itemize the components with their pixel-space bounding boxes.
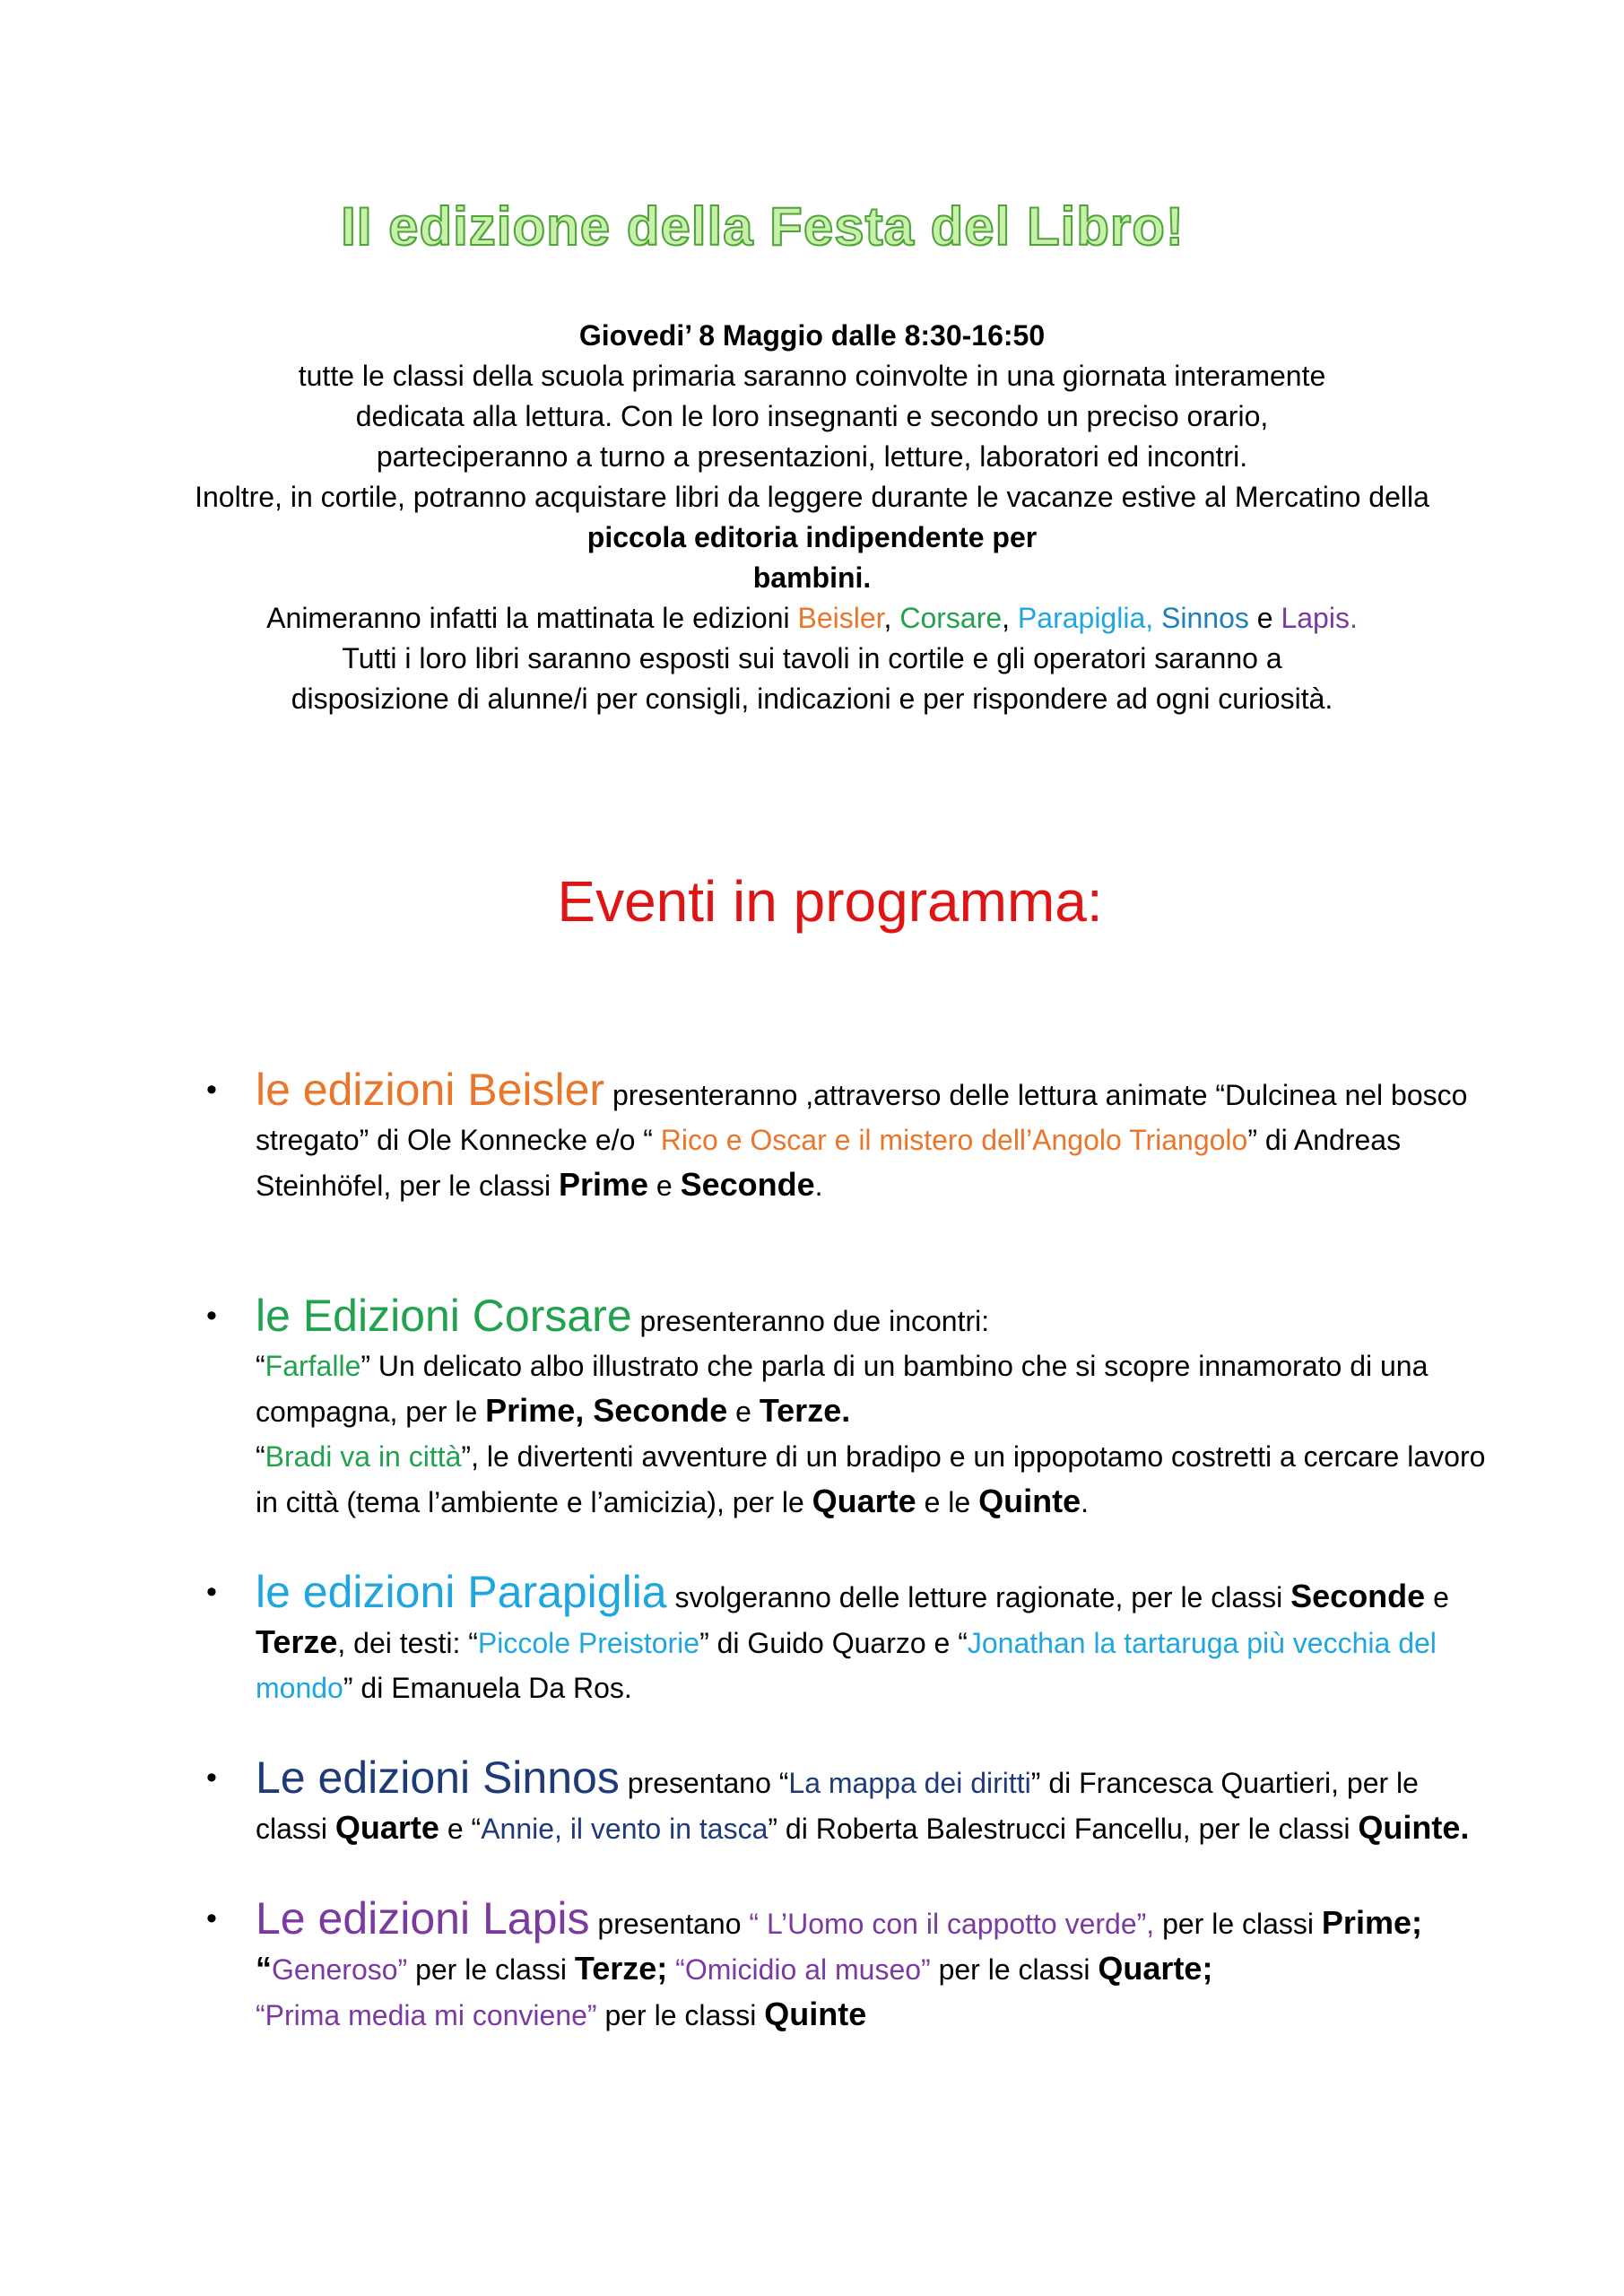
separator: , [1002,602,1018,634]
event-text: e [727,1396,760,1428]
event-sinnos [202,1752,1493,1851]
separator: e [1248,602,1281,634]
event-beisler [202,1067,1493,1208]
event-text: “ [256,1440,265,1473]
class-label: Quinte [764,1996,867,2032]
intro-line: Tutti i loro libri saranno esposti sui tavoli in cortile e gli operatori saranno a [342,642,1282,674]
event-text: e “ [439,1813,482,1845]
class-label: Prime; “ [256,1904,1422,1987]
event-text: e [648,1170,681,1202]
bullet-icon: • [206,1073,217,1107]
event-text: ” di Francesca Quartieri, per le classi [256,1767,1419,1845]
publisher-name: le edizioni Parapiglia [256,1567,667,1617]
intro-line: Inoltre, in cortile, potranno acquistare libri da leggere durante le vacanze estive al Mercatino della [195,481,1429,513]
book-title: “ L’Uomo con il cappotto verde”, [749,1908,1155,1940]
event-text: per le classi [930,1953,1099,1986]
event-text: e le [916,1486,979,1518]
book-title: Generoso” [272,1953,408,1986]
class-label: Prime [558,1166,649,1203]
event-text: svolgeranno delle letture ragionate, per le classi [666,1581,1291,1613]
publisher-corsare: Corsare [899,602,1003,634]
event-text: , dei testi: “ [337,1627,478,1659]
publisher-name: le Edizioni Corsare [256,1291,632,1341]
event-text: ” di Emanuela Da Ros. [343,1672,632,1704]
event-corsare [202,1293,1493,1525]
publisher-sinnos: Sinnos [1161,602,1249,634]
event-text: . [1081,1486,1089,1518]
event-text: presentano [589,1908,750,1940]
event-text: per le classi [407,1953,575,1986]
page-title: II edizione della Festa del Libro! [341,196,1185,257]
publisher-parapiglia: Parapiglia, [1017,602,1162,634]
event-text: ”, le divertenti avventure di un bradipo e un ippopotamo costretti a cercare lavoro in città (tema l’ambiente e l’amicizia), per le [256,1440,1486,1518]
event-parapiglia [202,1567,1493,1710]
class-label: Quinte [978,1483,1081,1519]
bullet-icon: • [206,1761,217,1795]
event-text: per le classi [1154,1908,1322,1940]
class-label: Quarte; [1098,1950,1213,1987]
class-label: Seconde [1290,1578,1426,1614]
bullet-icon: • [206,1299,217,1333]
class-label: Quarte [812,1483,916,1519]
book-title: Annie, il vento in tasca [481,1813,769,1845]
intro-line: dedicata alla lettura. Con le loro insegnanti e secondo un preciso orario, [355,400,1269,432]
events-list [202,1067,1493,2038]
book-title: Bradi va in città [265,1440,462,1473]
book-title: “Omicidio al museo” [667,1953,931,1986]
event-text: ” Un delicato albo illustrato che parla di un bambino che si scopre innamorato di una compagna, per le [256,1350,1429,1428]
event-text: e [1425,1581,1449,1613]
class-label: Quinte. [1358,1809,1470,1846]
event-text: ” di Andreas Steinhöfel, per le classi [256,1124,1402,1202]
publisher-lapis: Lapis. [1281,602,1358,634]
intro-line: disposizione di alunne/i per consigli, indicazioni e per rispondere ad ogni curiosità. [291,683,1333,715]
event-text: presenteranno ,attraverso delle lettura animate “Dulcinea nel bosco stregato” di Ole Konnecke e/o “ [256,1079,1468,1156]
date-line: Giovedi’ 8 Maggio dalle 8:30-16:50 [578,319,1046,352]
book-title: Piccole Preistorie [477,1627,700,1659]
bullet-icon: • [206,1901,217,1935]
publishers-line [135,598,1489,639]
class-label: Prime, Seconde [485,1392,728,1429]
events-heading: Eventi in programma: [557,869,1103,934]
bullet-icon: • [206,1575,217,1609]
event-text: . [814,1170,823,1202]
publisher-beisler: Beisler [797,602,884,634]
book-title: Rico e Oscar e il mistero dell’Angolo Triangolo [660,1124,1248,1156]
publisher-name: Le edizioni Sinnos [256,1752,620,1803]
class-label: Terze [256,1623,338,1660]
class-label: Seconde [680,1166,815,1203]
event-text: presentano “ [619,1767,789,1799]
intro-paragraph [135,316,1489,719]
publisher-name: le edizioni Beisler [256,1065,605,1115]
book-title: Farfalle [265,1350,361,1382]
separator: , [883,602,900,634]
book-title: “Prima media mi conviene” [256,1999,597,2031]
event-text: “ [256,1350,265,1382]
intro-line: parteciperanno a turno a presentazioni, letture, laboratori ed incontri. [376,440,1248,473]
intro-line: tutte le classi della scuola primaria saranno coinvolte in una giornata interamente [298,360,1326,392]
book-title: La mappa dei diritti [788,1767,1031,1799]
book-title: Jonathan la tartaruga più vecchia del mondo [256,1627,1437,1704]
publisher-name: Le edizioni Lapis [256,1893,590,1944]
intro-text: Animeranno infatti la mattinata le edizioni [266,602,798,634]
class-label: Terze; [574,1950,668,1987]
event-text: ” di Guido Quarzo e “ [699,1627,968,1659]
event-lapis [202,1893,1493,2038]
event-text: per le classi [596,1999,765,2031]
intro-bold-line: bambini. [752,561,872,594]
event-text: presenteranno due incontri: [631,1305,990,1337]
event-text: ” di Roberta Balestrucci Fancellu, per le classi [768,1813,1359,1845]
intro-bold-line: piccola editoria indipendente per [586,521,1038,553]
class-label: Terze. [759,1392,851,1429]
class-label: Quarte [334,1809,439,1846]
